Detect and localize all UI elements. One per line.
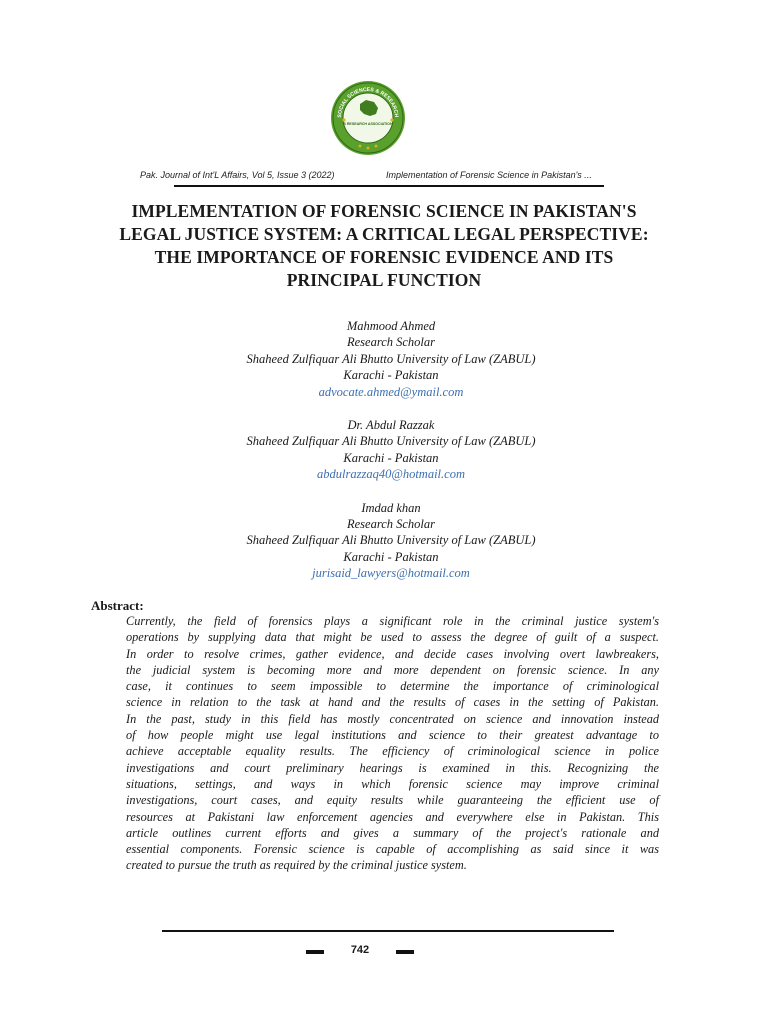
author-role: Research Scholar: [346, 517, 436, 532]
abstract-line: resources at Pakistani law enforcement agencies and everywhere else in Pakistan. This: [126, 809, 659, 824]
abstract-line: created to pursue the truth as required by the criminal justice system.: [126, 858, 467, 873]
author-name: Imdad khan: [361, 500, 421, 515]
title-line: IMPLEMENTATION OF FORENSIC SCIENCE IN PAKISTAN'S: [131, 201, 637, 221]
author-email-link[interactable]: abdulrazzaq40@hotmail.com: [317, 467, 465, 482]
author-name: Dr. Abdul Razzak: [347, 418, 435, 433]
title-line: PRINCIPAL FUNCTION: [286, 270, 482, 290]
header-divider: [174, 185, 604, 187]
abstract-line: the judicial system is becoming more and more dependent on forensic science. In any: [126, 662, 659, 677]
journal-citation: Pak. Journal of Int'L Affairs, Vol 5, Issue 3 (2022): [140, 170, 335, 180]
abstract-body: [126, 613, 659, 874]
logo-ring-text: SOCIAL SCIENCES & RESEARCH: [336, 86, 400, 118]
footer-dash-left: [306, 950, 324, 954]
abstract-line: operations by supplying data that might be used to assess the degree of guilt of a suspect.: [126, 630, 659, 645]
author-affiliation: Shaheed Zulfiquar Ali Bhutto University of Law (ZABUL): [246, 434, 536, 449]
abstract-line: case, it continues to seem impossible to determine the importance of criminological: [126, 679, 659, 694]
abstract-heading: Abstract:: [91, 598, 144, 613]
footer-dash-right: [396, 950, 414, 954]
author-location: Karachi - Pakistan: [343, 549, 439, 564]
author-block: [140, 318, 642, 400]
author-block: [140, 417, 642, 483]
author-affiliation: Shaheed Zulfiquar Ali Bhutto University of Law (ZABUL): [246, 533, 536, 548]
author-affiliation: Shaheed Zulfiquar Ali Bhutto University of Law (ZABUL): [246, 351, 536, 366]
running-head: [140, 167, 610, 187]
author-location: Karachi - Pakistan: [343, 450, 439, 465]
abstract-line: of how people might use legal institutions and science to their greatest advantage to: [126, 728, 659, 743]
title-line: LEGAL JUSTICE SYSTEM: A CRITICAL LEGAL PERSPECTIVE:: [119, 224, 649, 244]
author-role: Research Scholar: [346, 335, 436, 350]
abstract-line: achieve acceptable equality results. The efficiency of criminological science in police: [126, 744, 659, 759]
abstract-line: Currently, the field of forensics plays a significant role in the criminal justice system's: [126, 614, 659, 628]
footer-divider: [162, 930, 614, 932]
abstract-line: investigations, court cases, and equity results while guaranteeing the efficient use of: [126, 793, 659, 808]
author-location: Karachi - Pakistan: [343, 368, 439, 383]
abstract-line: In order to resolve crimes, gather evidence, and decide cases involving overt lawbreakers,: [126, 646, 659, 661]
abstract-line: science in relation to the task at hand and the results of cases in the setting of Pakistan.: [126, 695, 659, 710]
abstract-line: article outlines current efforts and gives a summary of the project's rationale and: [126, 825, 659, 840]
abstract-line: essential components. Forensic science is capable of accomplishing as said since it was: [126, 842, 659, 857]
author-email-link[interactable]: advocate.ahmed@ymail.com: [318, 384, 464, 399]
author-list: [140, 318, 642, 599]
paper-title: [60, 200, 708, 292]
running-short-title: Implementation of Forensic Science in Pakistan's ...: [386, 170, 592, 180]
abstract-line: In the past, study in this field has mostly concentrated on science and innovation instead: [126, 711, 659, 726]
title-line: THE IMPORTANCE OF FORENSIC EVIDENCE AND ITS: [154, 247, 614, 267]
society-logo: [330, 80, 406, 156]
page-number: 742: [350, 944, 370, 956]
logo-inner-text: S RESEARCH ASSOCIATION: [343, 122, 393, 126]
author-email-link[interactable]: jurisaid_lawyers@hotmail.com: [312, 566, 470, 581]
abstract-line: investigations and court preliminary hearings is examined in this. Recognizing the: [126, 760, 659, 775]
abstract-line: situations, settings, and ways in which forensic science may improve criminal: [126, 776, 659, 791]
society-seal-icon: [330, 80, 406, 156]
author-block: [140, 500, 642, 582]
author-name: Mahmood Ahmed: [346, 319, 436, 333]
